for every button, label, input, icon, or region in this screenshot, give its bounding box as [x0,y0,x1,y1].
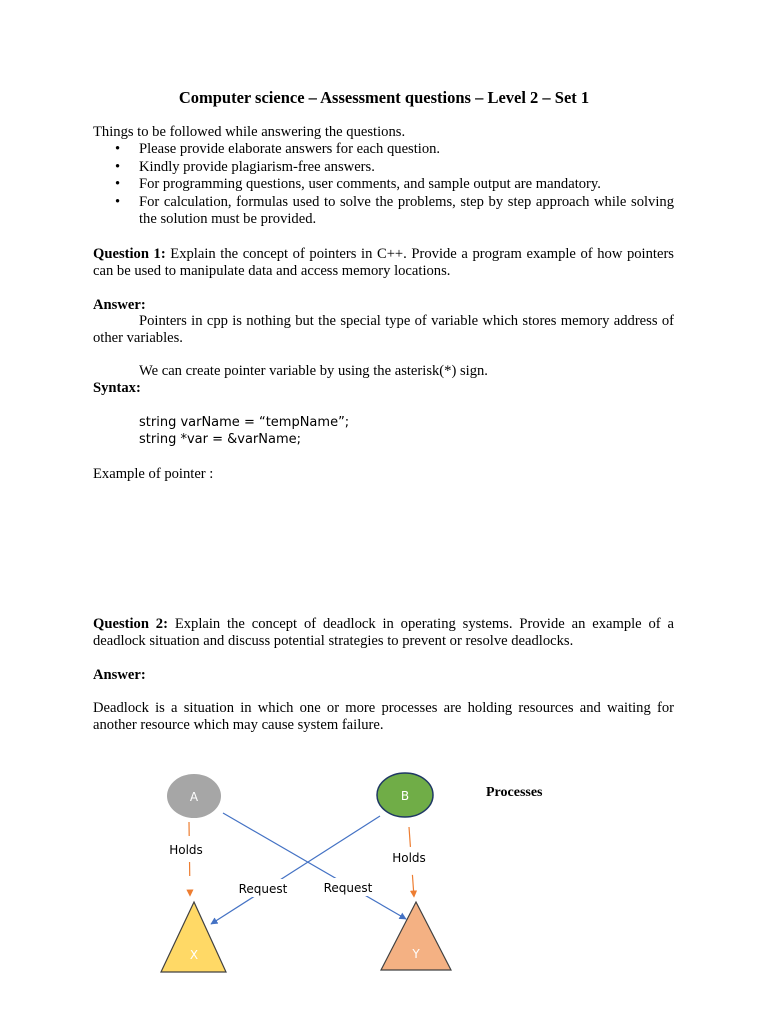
question-1-label: Question 1: [93,246,166,262]
code-line-2: string *var = &varName; [139,432,301,447]
code-line-1: string varName = “tempName”; [139,415,350,430]
deadlock-diagram [0,764,768,1024]
rule-text: For programming questions, user comments, and sample output are mandatory. [139,176,601,192]
example-label: Example of pointer : [93,466,214,482]
syntax-heading: Syntax: [93,380,141,396]
page-title: Computer science – Assessment questions – Level 2 – Set 1 [178,88,590,107]
resource-x-label: X [189,948,199,962]
list-item [93,141,674,159]
holds-label-left: Holds [169,843,203,857]
processes-label: Processes [486,785,543,800]
rules-list [93,141,674,229]
answer-label: Answer: [93,297,146,313]
answer-1-paragraph-2: We can create pointer variable by using the asterisk(*) sign. [139,363,488,379]
rule-text: Kindly provide plagiarism-free answers. [139,158,375,175]
bullet-icon: • [115,141,121,157]
request-label-left: Request [238,882,288,896]
list-item [93,176,674,194]
question-2-text: Explain the concept of deadlock in operating systems. Provide an example of a deadlock situation and discuss potential strategies to prevent or resolve deadlocks. [93,616,674,649]
list-item [93,159,674,177]
question-2-label: Question 2: [93,616,168,632]
list-item [93,194,674,229]
question-1 [93,246,674,280]
request-arrow-b-to-x [211,816,380,924]
answer-2-label [93,667,674,684]
bullet-icon: • [115,158,121,175]
question-2 [93,616,674,650]
bullet-icon: • [115,193,121,210]
bullet-icon: • [115,176,121,192]
request-arrow-a-to-y [223,813,406,919]
request-label-right: Request [323,881,373,895]
process-a-label: A [189,790,199,804]
resource-y-label: Y [412,947,420,961]
answer-1-label [93,297,674,314]
syntax-label [93,380,674,397]
process-b-label: B [400,789,410,803]
rule-text: For calculation, formulas used to solve the problems, step by step approach while solving the solution must be provided. [139,193,674,227]
answer-2-paragraph-1: Deadlock is a situation in which one or more processes are holding resources and waiting for another resource which may cause system failure. [93,700,674,733]
rule-text: Please provide elaborate answers for each question. [139,141,441,157]
instructions-intro: Things to be followed while answering the questions. [93,124,406,140]
question-1-text: Explain the concept of pointers in C++. Provide a program example of how pointers can be used to manipulate data and access memory locations. [93,246,674,279]
answer-1-paragraph-1: Pointers in cpp is nothing but the special type of variable which stores memory address of other variables. [93,313,674,346]
answer-label: Answer: [93,667,146,683]
holds-label-right: Holds [392,851,426,865]
